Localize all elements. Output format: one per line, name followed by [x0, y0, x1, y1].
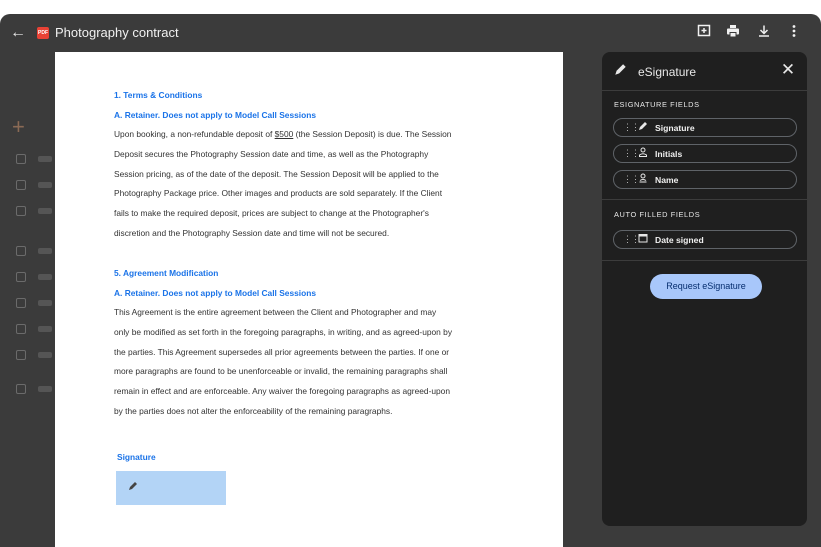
paragraph-line: more paragraphs are found to be unenforceable or invalid, the remaining paragraphs shall: [114, 366, 448, 377]
pen-icon: [638, 121, 648, 134]
auto-filled-fields-label: AUTO FILLED FIELDS: [614, 210, 701, 219]
paragraph-line: Photography Package price. Other images and products are sold separately. If the Client: [114, 188, 443, 199]
background-nav-item: [14, 154, 54, 164]
background-nav-item: [14, 324, 54, 334]
section-title: 1. Terms & Conditions: [114, 90, 203, 100]
paragraph-line: This Agreement is the entire agreement between the Client and Photographer and may: [114, 307, 437, 317]
add-comment-icon[interactable]: [694, 23, 714, 43]
background-sidebar: [0, 54, 56, 547]
panel-title: eSignature: [638, 65, 697, 79]
background-nav-item: [14, 298, 54, 308]
esignature-fields-label: ESIGNATURE FIELDS: [614, 100, 700, 109]
drag-handle-icon: ⋮⋮: [623, 148, 639, 158]
drag-handle-icon: ⋮⋮: [623, 174, 639, 184]
field-chip-initials[interactable]: [613, 144, 797, 163]
calendar-icon: [638, 233, 648, 246]
deposit-prefix: Upon booking, a non-refundable deposit of: [114, 129, 275, 139]
field-chip-label: Initials: [655, 149, 683, 159]
section-subtitle: A. Retainer. Does not apply to Model Call Sessions: [114, 288, 316, 298]
pen-icon: [614, 63, 627, 79]
field-chip-date-signed[interactable]: [613, 230, 797, 249]
paragraph-line: by the parties does not alter the enforceability of the remaining paragraphs.: [114, 405, 393, 416]
paragraph-line: the parties. This Agreement supersedes all prior agreements between the parties. If one or: [114, 346, 450, 357]
divider: [602, 90, 807, 91]
download-icon[interactable]: [754, 23, 774, 43]
drag-handle-icon: ⋮⋮: [623, 234, 639, 244]
paragraph-line: Deposit secures the Photography Session date and time, as well as the Photography: [114, 148, 429, 159]
document-title: Photography contract: [55, 25, 179, 40]
print-icon[interactable]: [723, 23, 743, 43]
section-subtitle: A. Retainer. Does not apply to Model Call Sessions: [114, 110, 316, 120]
background-nav-item: [14, 350, 54, 360]
field-chip-label: Signature: [655, 123, 695, 133]
signature-label: Signature: [117, 452, 156, 462]
divider: [602, 260, 807, 261]
document-page: [55, 52, 563, 547]
person-name-icon: [638, 173, 648, 186]
paragraph-line: [114, 125, 514, 145]
field-chip-signature[interactable]: [613, 118, 797, 137]
paragraph-line: discretion and the Photography Session date and time will not be secured.: [114, 227, 390, 238]
close-icon[interactable]: ✕: [780, 60, 796, 79]
signature-field[interactable]: [116, 471, 226, 505]
background-nav-item: [14, 384, 54, 394]
section-paragraph: [114, 125, 514, 244]
background-new-icon: +: [12, 114, 25, 139]
paragraph-line: fails to make the required deposit, prices are subject to change at the Photographer's: [114, 208, 429, 219]
field-chip-label: Date signed: [655, 235, 704, 245]
request-esignature-button[interactable]: Request eSignature: [650, 274, 762, 299]
divider: [602, 199, 807, 200]
background-nav-item: [14, 180, 54, 190]
panel-header: [602, 52, 807, 90]
back-arrow-icon[interactable]: ←: [10, 24, 26, 41]
section-paragraph: [114, 303, 514, 422]
deposit-amount: $500: [274, 129, 294, 139]
paragraph-line: remain in effect and are enforceable. Any waiver the foregoing paragraphs as agreed-upon: [114, 386, 450, 397]
pdf-file-icon: PDF: [37, 27, 49, 39]
section-title: 5. Agreement Modification: [114, 268, 219, 278]
paragraph-line: only be modified as set forth in the foregoing paragraphs, in writing, and as agreed-upon by: [114, 326, 453, 337]
field-chip-name[interactable]: [613, 170, 797, 189]
viewer-toolbar: [0, 14, 821, 52]
esignature-panel: [602, 52, 807, 526]
background-nav-item: [14, 272, 54, 282]
drag-handle-icon: ⋮⋮: [623, 122, 639, 132]
deposit-suffix: (the Session Deposit) is due. The Session: [293, 129, 452, 139]
paragraph-line: Session pricing, as of the date of the deposit. The Session Deposit will be applied to the: [114, 168, 439, 179]
person-outline-icon: [638, 147, 648, 160]
pen-icon: [128, 481, 138, 494]
more-vert-icon[interactable]: [784, 23, 804, 43]
field-chip-label: Name: [655, 175, 679, 185]
background-nav-item: [14, 246, 54, 256]
background-nav-item: [14, 206, 54, 216]
